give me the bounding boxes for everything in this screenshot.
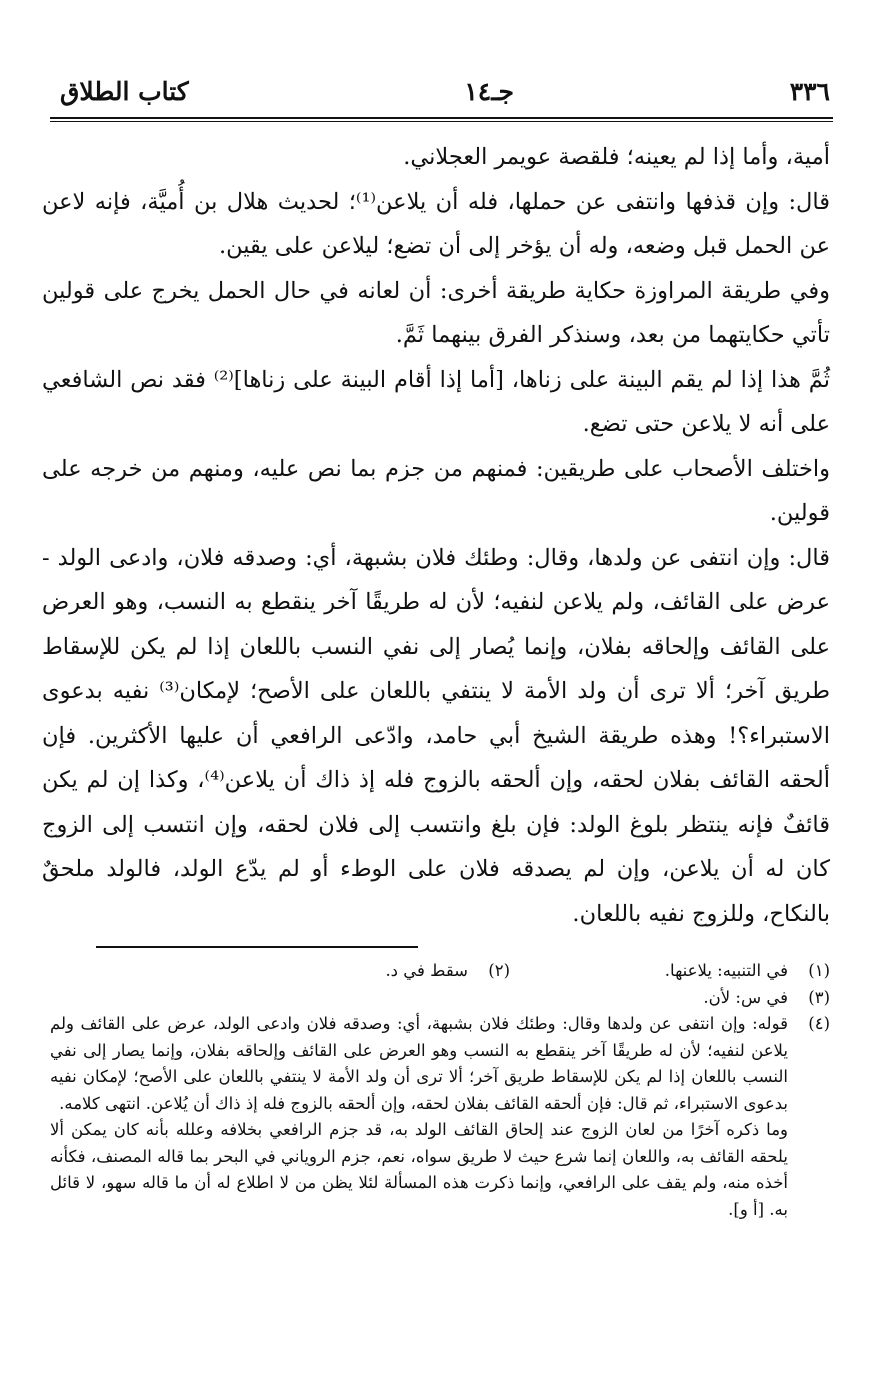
footnote-row [50,1011,830,1223]
header-rule-thin [50,121,833,122]
footnote-text: في س: لأن. [703,987,788,1007]
book-title: كتاب الطلاق [60,77,189,106]
paragraph: ثُمَّ هذا إذا لم يقم البينة على زناها، [أما إذا أقام البينة على زناها]⁽²⁾ فقد نص الشافعي على أنه لا يلاعن حتى تضع. [42,366,831,437]
paragraph: قال: وإن انتفى عن ولدها، وقال: وطئك فلان بشبهة، أي: وصدقه فلان، وادعى الولد - عرض على القائف، ولم يلاعن لنفيه؛ لأن له طريقًا آخر ينقطع به النسب، وهو العرض على القائف وإلحاقه بفلان، وإنما يُصار إلى نفي النسب باللعان إذا لم يكن للإسقاط طريق آخر؛ ألا ترى أن ولد الأمة لا ينتفي باللعان على الأصح؛ لإمكان⁽³⁾ نفيه بدعوى الاستبراء؟! وهذه طريقة الشيخ أبي حامد، وادّعى الرافعي أن عليها الأكثرين. فإن ألحقه القائف بفلان لحقه، وإن ألحقه بالزوج فله إذ ذاك أن يلاعن⁽⁴⁾، وكذا إن لم يكن قائفٌ فإنه ينتظر بلوغ الولد: فإن بلغ وانتسب إلى فلان لحقه، وإن انتسب إلى الزوج كان له أن يلاعن، وإن لم يصدقه فلان على الوطء أو لم يدّع الولد، فالولد ملحقٌ بالنكاح، وللزوج نفيه باللعان. [42,544,831,927]
footnotes [50,958,830,1223]
footnote-text-continued: وما ذكره آخرًا من لعان الزوج عند إلحاق القائف الولد به، قد جزم الرافعي بخلافه وعلله بأنه كان يمكن ألا يلحقه القائف به، واللعان إنما شرع حيث لا طريق سواه، نعم، جزم الروياني في البحر بما قاله المصنف، فكأنه أخذه منه، ولم يقف على الرافعي، وإنما ذكرت هذه المسألة لئلا يظن من لا اطلاع له أن ما قاله سهو، لا قائل به. [أ و]. [50,1120,788,1219]
volume-label: جـ١٤ [464,77,515,106]
page-number: ٣٣٦ [789,77,830,106]
footnote-text: في التنبيه: يلاعنها. [664,961,788,980]
footnote-number: (١) [808,961,830,980]
paragraph: أمية، وأما إذا لم يعينه؛ فلقصة عويمر العجلاني. [403,144,830,170]
paragraph: واختلف الأصحاب على طريقين: فمنهم من جزم بما نص عليه، ومنهم من خرجه على قولين. [42,455,830,526]
footnote-rule [96,946,418,948]
footnote-number: (٢) [488,961,510,980]
paragraph: وفي طريقة المراوزة حكاية طريقة أخرى: أن لعانه في حال الحمل يخرج على قولين تأتي حكايتهما من بعد، وسنذكر الفرق بينهما ثَمَّ. [42,277,830,348]
main-text [42,135,830,936]
footnote-text: قوله: وإن انتفى عن ولدها وقال: وطئك فلان بشبهة، أي: وصدقه فلان وادعى الولد، عرض على القائف ولم يلاعن لنفيه؛ لأن له طريقًا آخر ينقطع به النسب وهو العرض على القائف وإلحاقه بفلان، وإنما يصار إلى نفي النسب باللعان إذا لم يكن للإسقاط طريق آخر؛ ألا ترى أن ولد الأمة لا ينتفي باللعان على الأصح؛ لإمكان نفيه بدعوى الاستبراء، ثم قال: فإن ألحقه القائف بفلان لحقه، وإن ألحقه بالزوج فله إذ ذاك أن يُلاعن. انتهى كلامه. [50,1014,788,1113]
footnote-text: سقط في د. [385,961,468,980]
page-header [60,70,830,106]
header-rule [50,117,833,119]
footnote-number: (٣) [808,987,830,1007]
footnote-number: (٤) [808,1014,830,1033]
footnote-row [50,985,830,1012]
footnote-row [50,958,830,985]
paragraph: قال: وإن قذفها وانتفى عن حملها، فله أن يلاعن⁽¹⁾؛ لحديث هلال بن أُميَّة، فإنه لاعن عن الحمل قبل وضعه، وله أن يؤخر إلى أن تضع؛ ليلاعن على يقين. [42,188,831,259]
